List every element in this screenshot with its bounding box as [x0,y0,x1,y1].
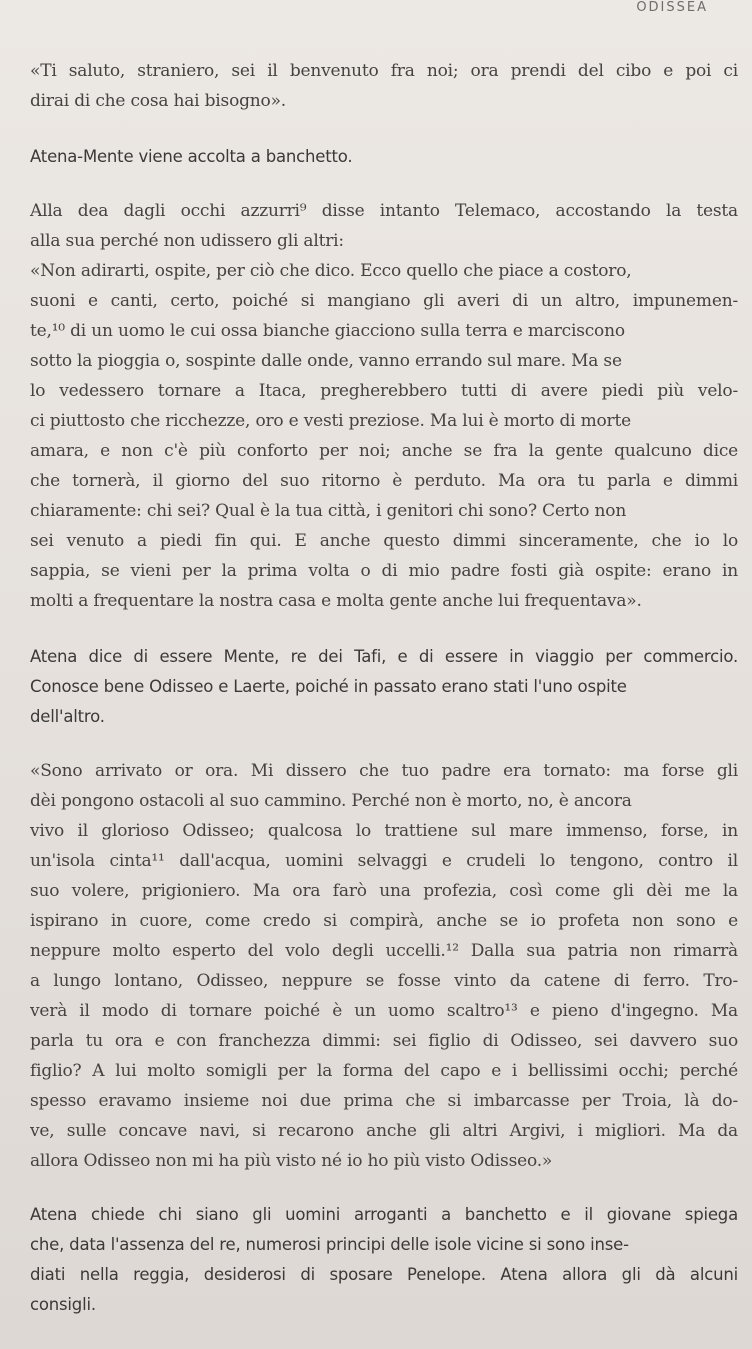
text-line: sei venuto a piedi fin qui. E anche questo dimmi sinceramente, che io lo [30,531,738,551]
text-line: «Sono arrivato or ora. Mi dissero che tuo padre era tornato: ma forse gli [30,761,738,781]
text-line: molti a frequentare la nostra casa e molta gente anche lui frequentava». [30,591,642,611]
text-line: spesso eravamo insieme noi due prima che si imbarcasse per Troia, là do- [30,1091,738,1111]
text-paragraph [30,756,738,1176]
text-line: ispirano in cuore, come credo si compirà, anche se io profeta non sono e [30,911,738,931]
paragraph-gap [30,1176,738,1200]
text-line: dèi pongono ostacoli al suo cammino. Perché non è morto, no, è ancora [30,791,632,811]
text-line: che tornerà, il giorno del suo ritorno è perduto. Ma ora tu parla e dimmi [30,471,738,491]
text-line: consigli. [30,1295,96,1314]
running-head: ODISSEA [636,0,708,15]
text-line: Atena-Mente viene accolta a banchetto. [30,147,353,166]
text-line: sappia, se vieni per la prima volta o di mio padre fosti già ospite: erano in [30,561,738,581]
text-line: «Ti saluto, straniero, sei il benvenuto fra noi; ora prendi del cibo e poi ci [30,61,738,81]
text-line: suo volere, prigioniero. Ma ora farò una profezia, così come gli dèi me la [30,881,738,901]
text-line: Atena dice di essere Mente, re dei Tafi, e di essere in viaggio per commercio. [30,647,738,666]
page-content [30,56,738,1320]
text-paragraph [30,56,738,116]
text-line: te,¹⁰ di un uomo le cui ossa bianche giacciono sulla terra e marciscono [30,321,625,341]
text-line: diati nella reggia, desiderosi di sposare Penelope. Atena allora gli dà alcuni [30,1265,738,1284]
text-line: allora Odisseo non mi ha più visto né io ho più visto Odisseo.» [30,1151,553,1171]
text-line: chiaramente: chi sei? Qual è la tua città, i genitori chi sono? Certo non [30,501,627,521]
text-line: a lungo lontano, Odisseo, neppure se fosse vinto da catene di ferro. Tro- [30,971,738,991]
paragraph-gap [30,616,738,642]
summary-paragraph [30,642,738,732]
paragraph-gap [30,732,738,756]
text-line: verà il modo di tornare poiché è un uomo scaltro¹³ e pieno d'ingegno. Ma [30,1001,738,1021]
text-line: ve, sulle concave navi, si recarono anche gli altri Argivi, i migliori. Ma da [30,1121,738,1141]
text-line: Alla dea dagli occhi azzurri⁹ disse intanto Telemaco, accostando la testa [30,201,738,221]
summary-paragraph [30,142,738,172]
text-line: che, data l'assenza del re, numerosi principi delle isole vicine si sono inse- [30,1235,629,1254]
text-line: amara, e non c'è più conforto per noi; anche se fra la gente qualcuno dice [30,441,738,461]
paragraph-gap [30,172,738,196]
text-line: Atena chiede chi siano gli uomini arroganti a banchetto e il giovane spiega [30,1205,738,1224]
text-line: suoni e canti, certo, poiché si mangiano gli averi di un altro, impunemen- [30,291,738,311]
text-line: Conosce bene Odisseo e Laerte, poiché in passato erano stati l'uno ospite [30,677,627,696]
paragraph-gap [30,116,738,142]
text-line: figlio? A lui molto somigli per la forma del capo e i bellissimi occhi; perché [30,1061,738,1081]
text-line: parla tu ora e con franchezza dimmi: sei figlio di Odisseo, sei davvero suo [30,1031,738,1051]
text-line: alla sua perché non udissero gli altri: [30,231,344,251]
text-line: dell'altro. [30,707,105,726]
text-line: dirai di che cosa hai bisogno». [30,91,286,111]
text-line: neppure molto esperto del volo degli uccelli.¹² Dalla sua patria non rimarrà [30,941,738,961]
text-line: «Non adirarti, ospite, per ciò che dico. Ecco quello che piace a costoro, [30,261,632,281]
text-line: vivo il glorioso Odisseo; qualcosa lo trattiene sul mare immenso, forse, in [30,821,738,841]
text-line: lo vedessero tornare a Itaca, pregherebbero tutti di avere piedi più velo- [30,381,738,401]
text-line: ci piuttosto che ricchezze, oro e vesti preziose. Ma lui è morto di morte [30,411,631,431]
summary-paragraph [30,1200,738,1320]
text-paragraph [30,196,738,616]
text-line: un'isola cinta¹¹ dall'acqua, uomini selvaggi e crudeli lo tengono, contro il [30,851,738,871]
text-line: sotto la pioggia o, sospinte dalle onde, vanno errando sul mare. Ma se [30,351,622,371]
